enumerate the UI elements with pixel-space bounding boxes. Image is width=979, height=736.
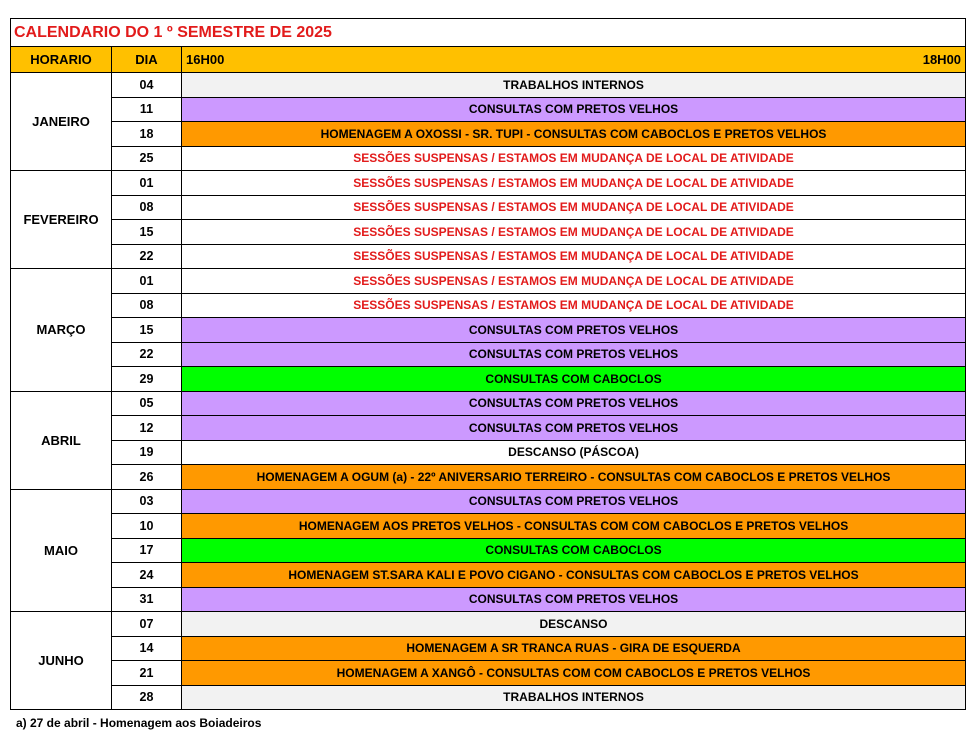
header-dia: DIA [112, 47, 182, 73]
header-row [11, 47, 966, 73]
event-cell: HOMENAGEM A OGUM (a) - 22º ANIVERSARIO TERREIRO - CONSULTAS COM CABOCLOS E PRETOS VELHOS [182, 465, 966, 490]
day-cell: 21 [112, 661, 182, 686]
day-cell: 17 [112, 538, 182, 563]
table-row [11, 563, 966, 588]
month-label: MARÇO [11, 269, 112, 392]
table-row [11, 489, 966, 514]
event-cell: CONSULTAS COM PRETOS VELHOS [182, 416, 966, 441]
event-cell: SESSÕES SUSPENSAS / ESTAMOS EM MUDANÇA DE LOCAL DE ATIVIDADE [182, 171, 966, 196]
day-cell: 19 [112, 440, 182, 465]
table-row [11, 97, 966, 122]
event-cell: TRABALHOS INTERNOS [182, 685, 966, 710]
month-label: MAIO [11, 489, 112, 612]
event-cell: HOMENAGEM AOS PRETOS VELHOS - CONSULTAS COM COM CABOCLOS E PRETOS VELHOS [182, 514, 966, 539]
event-cell: HOMENAGEM A SR TRANCA RUAS - GIRA DE ESQUERDA [182, 636, 966, 661]
day-cell: 29 [112, 367, 182, 392]
day-cell: 15 [112, 318, 182, 343]
day-cell: 12 [112, 416, 182, 441]
event-cell: SESSÕES SUSPENSAS / ESTAMOS EM MUDANÇA DE LOCAL DE ATIVIDADE [182, 220, 966, 245]
day-cell: 03 [112, 489, 182, 514]
day-cell: 25 [112, 146, 182, 171]
calendar-table [10, 18, 966, 710]
table-row [11, 416, 966, 441]
calendar-sheet [10, 18, 965, 710]
table-row [11, 465, 966, 490]
event-cell: TRABALHOS INTERNOS [182, 73, 966, 98]
calendar-title: CALENDARIO DO 1 º SEMESTRE DE 2025 [11, 19, 966, 47]
table-row [11, 171, 966, 196]
table-row [11, 293, 966, 318]
event-cell: CONSULTAS COM CABOCLOS [182, 367, 966, 392]
header-end-time: 18H00 [922, 52, 962, 67]
event-cell: DESCANSO [182, 612, 966, 637]
event-cell: HOMENAGEM ST.SARA KALI E POVO CIGANO - CONSULTAS COM CABOCLOS E PRETOS VELHOS [182, 563, 966, 588]
day-cell: 05 [112, 391, 182, 416]
event-cell: CONSULTAS COM PRETOS VELHOS [182, 587, 966, 612]
day-cell: 01 [112, 269, 182, 294]
day-cell: 11 [112, 97, 182, 122]
table-row [11, 73, 966, 98]
month-label: ABRIL [11, 391, 112, 489]
day-cell: 07 [112, 612, 182, 637]
table-row [11, 612, 966, 637]
table-row [11, 269, 966, 294]
day-cell: 31 [112, 587, 182, 612]
table-row [11, 244, 966, 269]
table-row [11, 661, 966, 686]
table-row [11, 122, 966, 147]
table-row [11, 391, 966, 416]
month-label: FEVEREIRO [11, 171, 112, 269]
day-cell: 10 [112, 514, 182, 539]
event-cell: SESSÕES SUSPENSAS / ESTAMOS EM MUDANÇA DE LOCAL DE ATIVIDADE [182, 146, 966, 171]
event-cell: SESSÕES SUSPENSAS / ESTAMOS EM MUDANÇA DE LOCAL DE ATIVIDADE [182, 293, 966, 318]
event-cell: CONSULTAS COM PRETOS VELHOS [182, 391, 966, 416]
table-row [11, 318, 966, 343]
day-cell: 04 [112, 73, 182, 98]
day-cell: 24 [112, 563, 182, 588]
month-label: JANEIRO [11, 73, 112, 171]
event-cell: CONSULTAS COM PRETOS VELHOS [182, 318, 966, 343]
header-horario: HORARIO [11, 47, 112, 73]
table-row [11, 636, 966, 661]
table-row [11, 220, 966, 245]
event-cell: SESSÕES SUSPENSAS / ESTAMOS EM MUDANÇA DE LOCAL DE ATIVIDADE [182, 244, 966, 269]
event-cell: HOMENAGEM A XANGÔ - CONSULTAS COM COM CABOCLOS E PRETOS VELHOS [182, 661, 966, 686]
header-time-range [182, 47, 966, 73]
day-cell: 15 [112, 220, 182, 245]
table-row [11, 685, 966, 710]
table-row [11, 538, 966, 563]
header-start-time: 16H00 [186, 52, 225, 67]
table-row [11, 514, 966, 539]
table-row [11, 440, 966, 465]
day-cell: 18 [112, 122, 182, 147]
footnote: a) 27 de abril - Homenagem aos Boiadeiros [16, 716, 262, 730]
month-label: JUNHO [11, 612, 112, 710]
day-cell: 01 [112, 171, 182, 196]
event-cell: CONSULTAS COM PRETOS VELHOS [182, 97, 966, 122]
event-cell: SESSÕES SUSPENSAS / ESTAMOS EM MUDANÇA DE LOCAL DE ATIVIDADE [182, 195, 966, 220]
day-cell: 22 [112, 244, 182, 269]
day-cell: 28 [112, 685, 182, 710]
event-cell: DESCANSO (PÁSCOA) [182, 440, 966, 465]
event-cell: CONSULTAS COM PRETOS VELHOS [182, 489, 966, 514]
event-cell: CONSULTAS COM CABOCLOS [182, 538, 966, 563]
event-cell: SESSÕES SUSPENSAS / ESTAMOS EM MUDANÇA DE LOCAL DE ATIVIDADE [182, 269, 966, 294]
table-row [11, 146, 966, 171]
table-row [11, 587, 966, 612]
day-cell: 22 [112, 342, 182, 367]
event-cell: CONSULTAS COM PRETOS VELHOS [182, 342, 966, 367]
day-cell: 26 [112, 465, 182, 490]
day-cell: 08 [112, 195, 182, 220]
table-row [11, 195, 966, 220]
day-cell: 08 [112, 293, 182, 318]
table-row [11, 367, 966, 392]
day-cell: 14 [112, 636, 182, 661]
table-row [11, 342, 966, 367]
event-cell: HOMENAGEM A OXOSSI - SR. TUPI - CONSULTAS COM CABOCLOS E PRETOS VELHOS [182, 122, 966, 147]
